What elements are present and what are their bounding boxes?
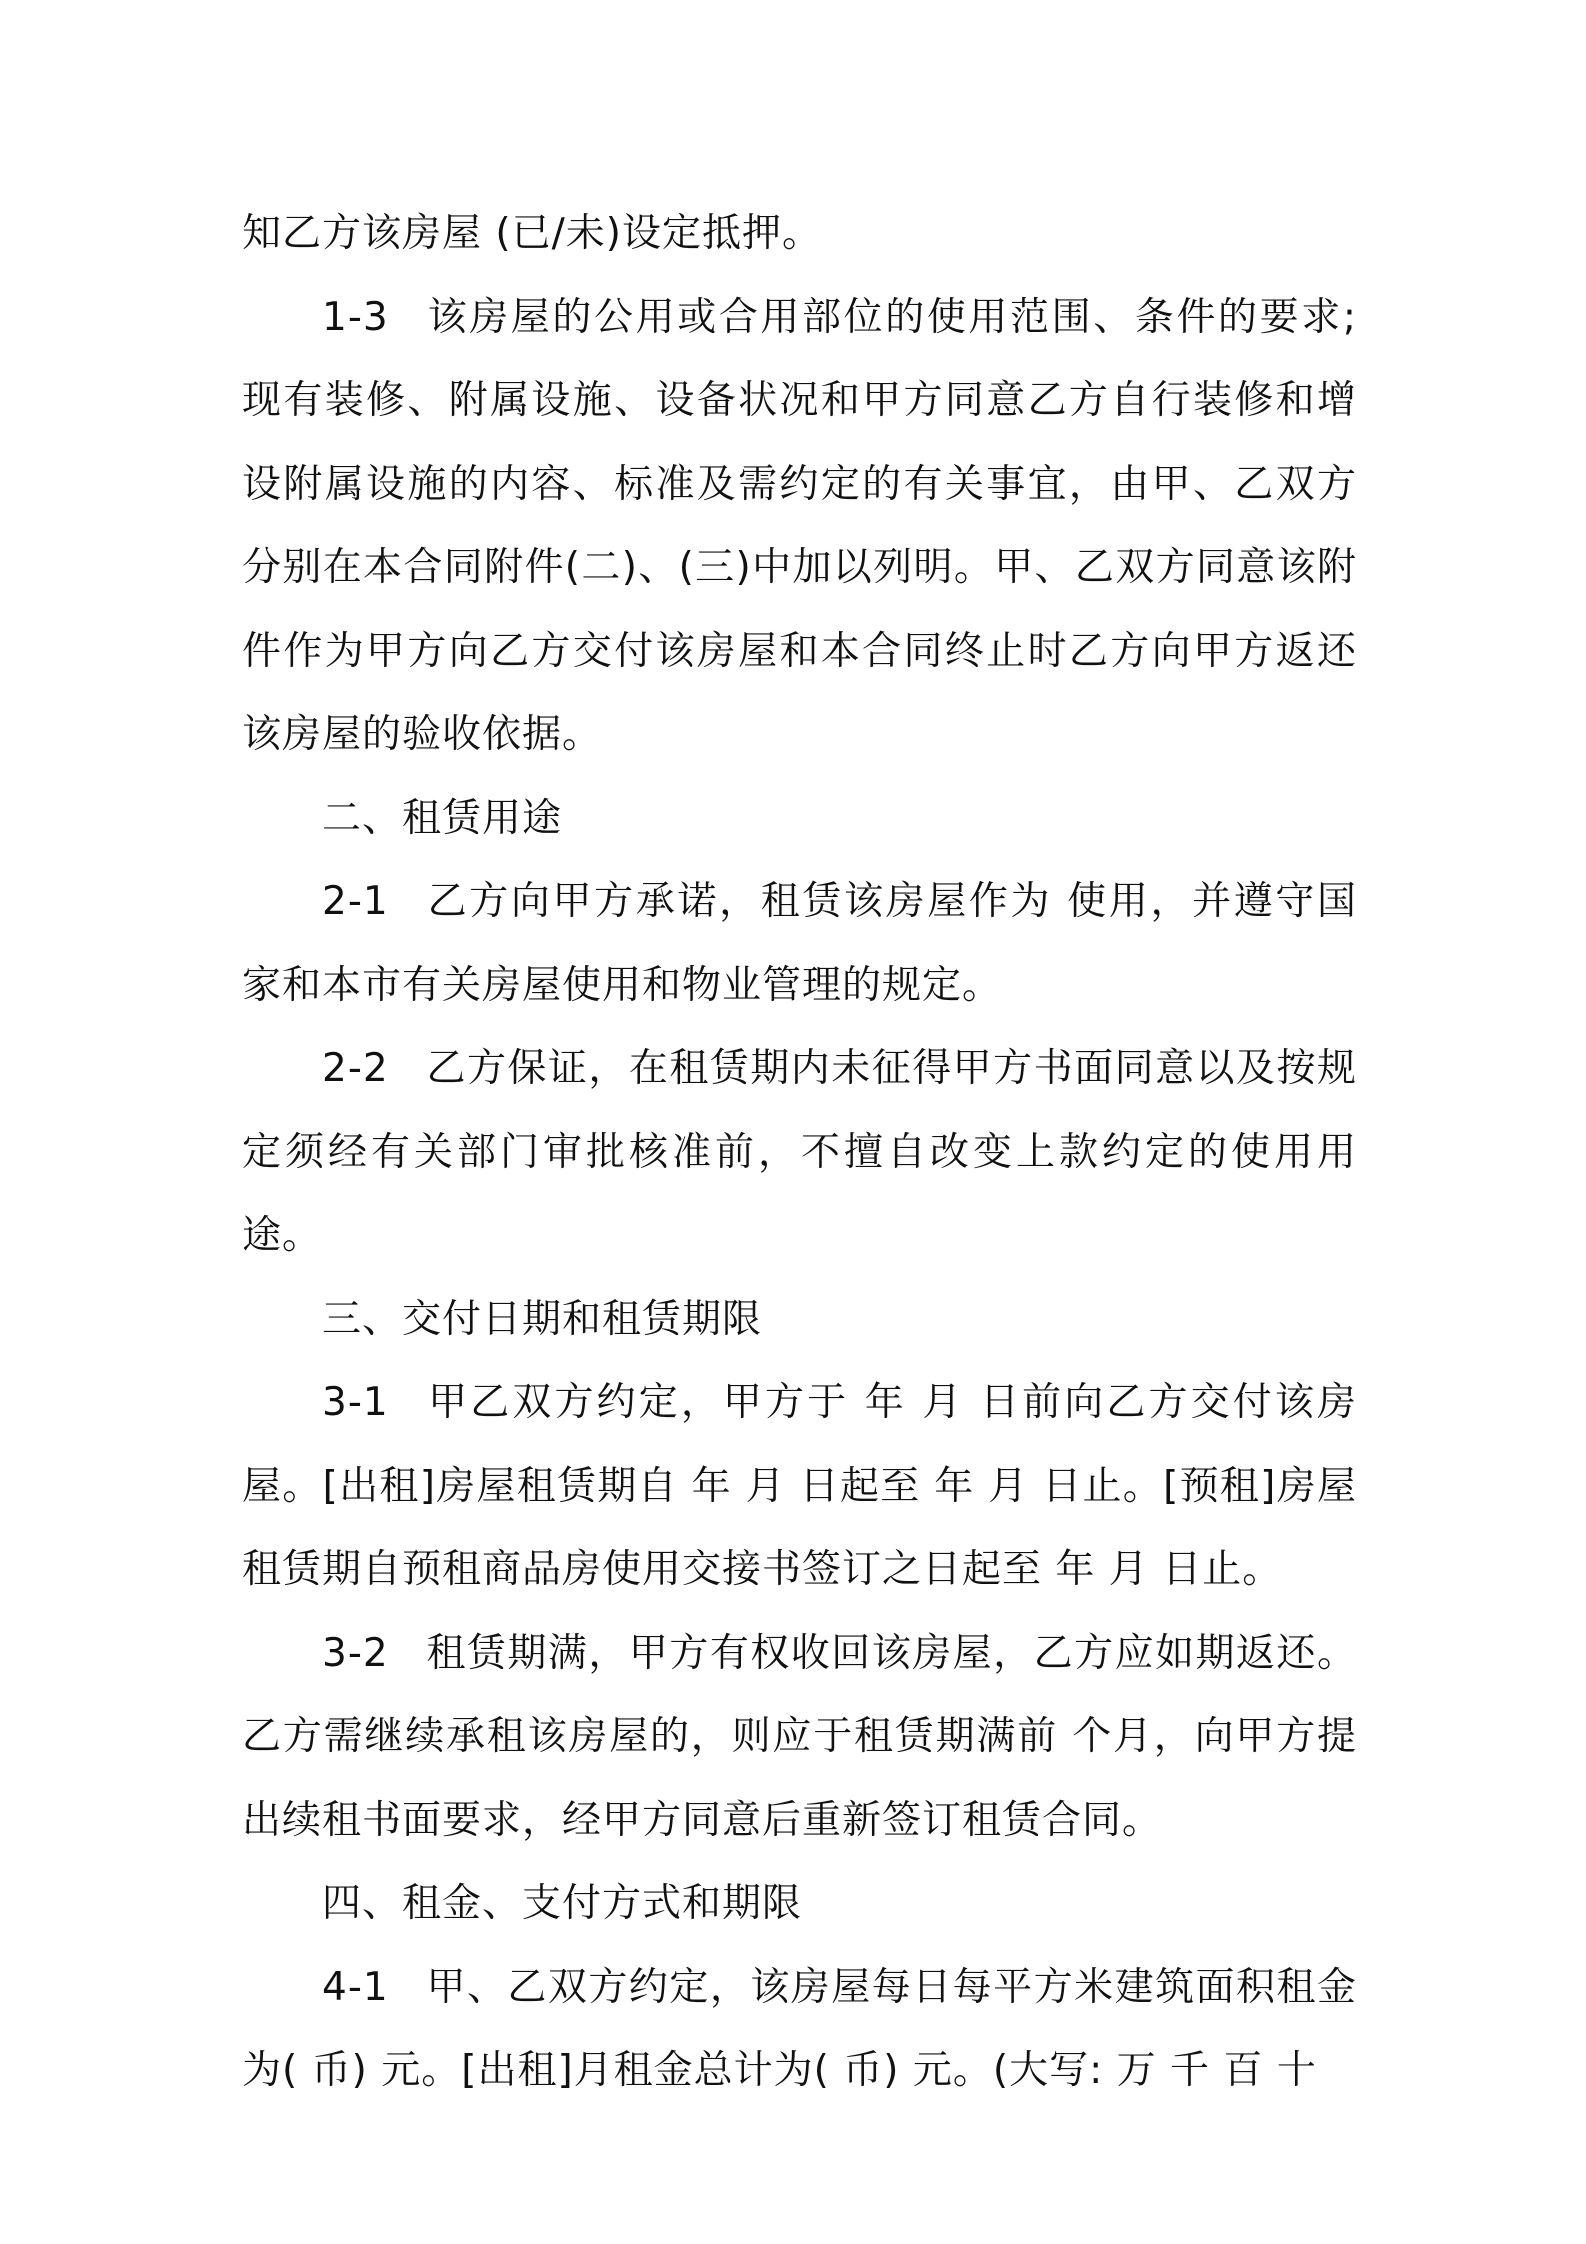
clause-number: 4-1 <box>322 1964 389 2010</box>
clause-2-2 <box>242 1027 1357 1278</box>
clause-text: 租赁期满，甲方有权收回该房屋，乙方应如期返还。乙方需继续承租该房屋的，则应于租赁期满前 个月，向甲方提出续租书面要求，经甲方同意后重新签订租赁合同。 <box>242 1630 1357 1843</box>
section-heading-text: 二、租赁用途 <box>322 795 563 841</box>
clause-3-2 <box>242 1612 1357 1863</box>
document-body <box>242 192 1357 2113</box>
clause-text: 甲乙双方约定，甲方于 年 月 日前向乙方交付该房屋。[出租]房屋租赁期自 年 月 日起至 年 月 日止。[预租]房屋租赁期自预租商品房使用交接书签订之日起至 年 月 日止。 <box>242 1380 1357 1592</box>
clause-text: 甲、乙双方约定，该房屋每日每平方米建筑面积租金为( 币) 元。[出租]月租金总计为( 币) 元。(大写: 万 千 百 十 <box>242 1964 1357 2093</box>
paragraph-text: 知乙方该房屋 (已/未)设定抵押。 <box>242 211 822 256</box>
section-heading-text: 四、租金、支付方式和期限 <box>322 1881 803 1926</box>
clause-text: 乙方保证，在租赁期内未征得甲方书面同意以及按规定须经有关部门审批核准前，不擅自改变上款约定的使用用途。 <box>242 1046 1357 1258</box>
section-heading-4 <box>242 1862 1357 1946</box>
clause-number: 1-3 <box>322 294 389 340</box>
clause-1-3 <box>242 276 1357 777</box>
clause-number: 3-1 <box>322 1380 389 1425</box>
section-heading-3 <box>242 1278 1357 1362</box>
section-heading-2 <box>242 777 1357 861</box>
clause-text: 乙方向甲方承诺，租赁该房屋作为 使用，并遵守国家和本市有关房屋使用和物业管理的规定。 <box>242 879 1357 1008</box>
clause-number: 3-2 <box>322 1630 389 1676</box>
section-heading-text: 三、交付日期和租赁期限 <box>322 1296 763 1342</box>
clause-4-1 <box>242 1946 1357 2113</box>
paragraph-mortgage-note <box>242 192 1357 276</box>
clause-text: 该房屋的公用或合用部位的使用范围、条件的要求;现有装修、附属设施、设备状况和甲方同意乙方自行装修和增设附属设施的内容、标准及需约定的有关事宜，由甲、乙双方分别在本合同附件(二)、(三)中加以列明。甲、乙双方同意该附件作为甲方向乙方交付该房屋和本合同终止时乙方向甲方返还该房屋的验收依据。 <box>242 294 1357 757</box>
clause-number: 2-1 <box>322 879 389 924</box>
clause-number: 2-2 <box>322 1046 389 1091</box>
clause-3-1 <box>242 1361 1357 1612</box>
clause-2-1 <box>242 860 1357 1027</box>
